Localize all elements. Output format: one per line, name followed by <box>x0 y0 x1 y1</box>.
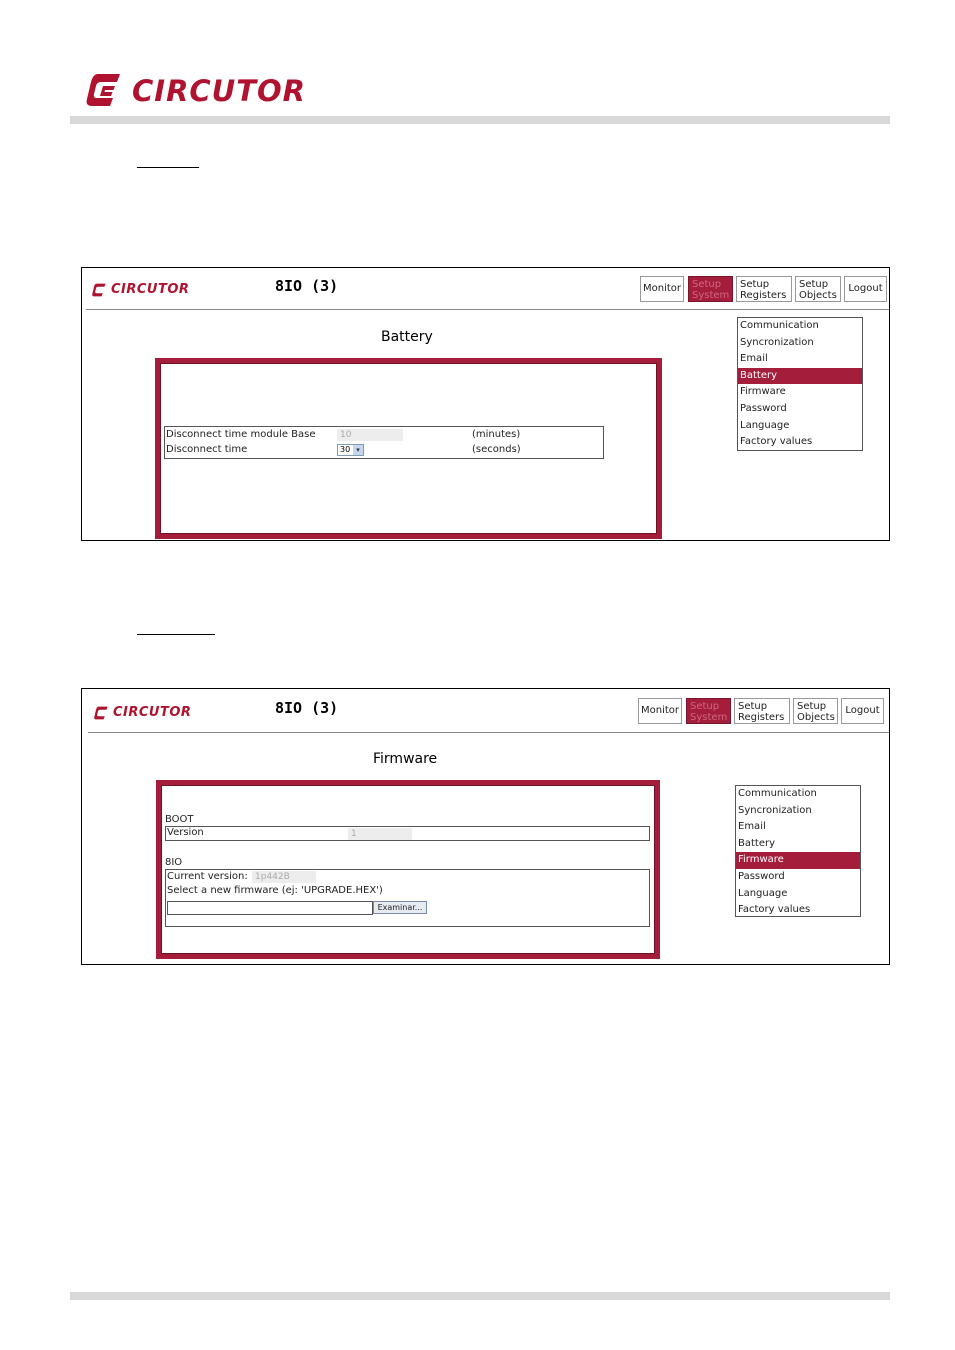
menu-item-password[interactable]: Password <box>738 870 785 882</box>
setup-menu <box>735 785 861 917</box>
firmware-panel <box>156 780 660 959</box>
menu-item-communication[interactable]: Communication <box>738 788 817 799</box>
menu-item-syncronization[interactable]: Syncronization <box>738 804 812 816</box>
menu-item-language[interactable]: Language <box>738 887 788 899</box>
battery-screenshot <box>81 267 890 541</box>
menu-item-syncronization[interactable]: Syncronization <box>740 336 814 348</box>
brand-name: CIRCUTOR <box>132 74 306 108</box>
nav-label-line: System <box>690 712 728 723</box>
firmware-file-input[interactable] <box>167 901 373 915</box>
top-rule <box>88 732 889 733</box>
menu-item-language[interactable]: Language <box>740 419 790 431</box>
menu-item-password[interactable]: Password <box>740 402 787 414</box>
nav-setup-system[interactable] <box>686 698 731 724</box>
nav-label-line: Setup <box>799 279 829 290</box>
heading-underline-2 <box>137 634 215 635</box>
nav-label-line: Objects <box>799 290 837 301</box>
nav-label-line: Registers <box>740 290 787 301</box>
disconnect-time-select[interactable] <box>337 444 364 456</box>
nav-label-line: Setup <box>797 701 827 712</box>
nav-setup-objects[interactable] <box>795 276 841 302</box>
top-rule <box>86 309 889 310</box>
menu-item-email[interactable]: Email <box>738 821 766 833</box>
section-title: Battery <box>381 329 433 345</box>
menu-item-firmware[interactable]: Firmware <box>736 852 860 869</box>
nav-setup-registers[interactable] <box>736 276 792 302</box>
nav-label-line: Setup <box>692 279 722 290</box>
device-title: 8IO (3) <box>275 699 339 717</box>
menu-item-battery[interactable]: Battery <box>738 837 776 849</box>
nav-label-line: Registers <box>738 712 785 723</box>
device-fieldset <box>165 869 650 927</box>
menu-item-factory-values[interactable]: Factory values <box>740 436 813 448</box>
circutor-mini-icon <box>92 282 108 298</box>
select-firmware-label: Select a new firmware (ej: 'UPGRADE.HEX') <box>167 885 383 896</box>
select-value: 30 <box>340 445 351 454</box>
version-label: Version <box>167 827 204 838</box>
current-version-label: Current version: <box>167 871 248 882</box>
row-label: Disconnect time module Base <box>166 429 316 440</box>
battery-panel <box>155 358 662 539</box>
nav-label-line: Setup <box>738 701 768 712</box>
menu-item-communication[interactable]: Communication <box>740 320 819 331</box>
nav-setup-registers[interactable] <box>734 698 790 724</box>
row-unit: (minutes) <box>472 429 521 440</box>
section-title: Firmware <box>373 751 438 767</box>
chevron-down-icon: ▾ <box>353 445 363 455</box>
nav-logout[interactable]: Logout <box>844 276 887 302</box>
battery-fieldset <box>164 426 604 459</box>
nav-logout[interactable]: Logout <box>841 698 884 724</box>
menu-item-firmware[interactable]: Firmware <box>740 386 786 398</box>
nav-setup-system[interactable] <box>688 276 733 302</box>
menu-item-battery[interactable]: Battery <box>738 368 862 385</box>
examinar-button[interactable]: Examinar... <box>373 901 427 914</box>
firmware-screenshot <box>81 688 890 965</box>
setup-menu <box>737 317 863 451</box>
boot-fieldset <box>165 826 650 841</box>
nav-label-line: System <box>692 290 730 301</box>
nav-monitor[interactable]: Monitor <box>640 276 684 302</box>
mini-brand-name: CIRCUTOR <box>111 282 190 297</box>
current-version-input[interactable]: 1p442B <box>252 871 316 883</box>
device-heading: 8IO <box>165 857 183 868</box>
nav-label-line: Setup <box>690 701 720 712</box>
mini-brand-name: CIRCUTOR <box>113 705 192 720</box>
nav-monitor[interactable]: Monitor <box>638 698 682 724</box>
footer-rule <box>70 1292 890 1300</box>
disconnect-base-input[interactable]: 10 <box>337 429 403 441</box>
heading-underline-1 <box>137 167 199 168</box>
nav-label-line: Setup <box>740 279 770 290</box>
nav-label-line: Objects <box>797 712 835 723</box>
boot-version-input[interactable]: 1 <box>348 828 412 840</box>
row-unit: (seconds) <box>472 444 521 455</box>
header-rule <box>70 116 890 124</box>
menu-item-email[interactable]: Email <box>740 353 768 365</box>
menu-item-factory-values[interactable]: Factory values <box>738 904 811 916</box>
boot-heading: BOOT <box>165 814 194 825</box>
device-title: 8IO (3) <box>275 277 339 295</box>
nav-setup-objects[interactable] <box>793 698 838 724</box>
circutor-logo-icon <box>86 70 126 110</box>
circutor-mini-icon <box>94 705 110 721</box>
circutor-logo <box>86 68 316 114</box>
row-label: Disconnect time <box>166 444 248 455</box>
